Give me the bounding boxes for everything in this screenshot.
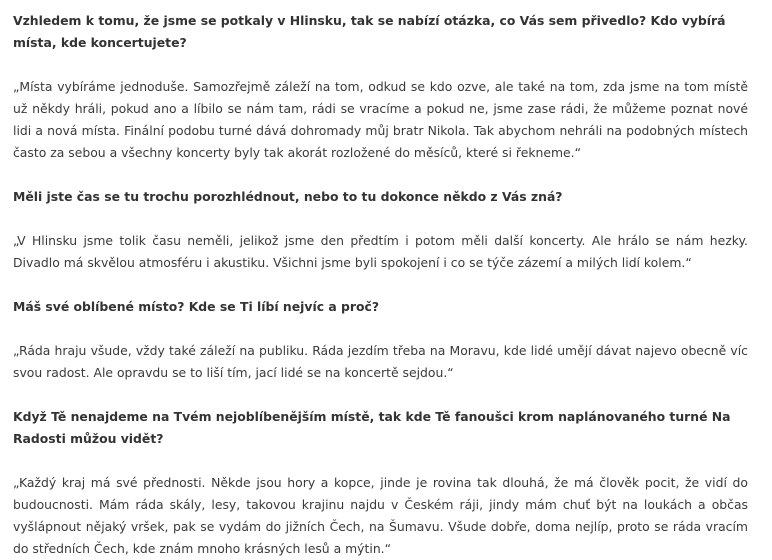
interview-answer: „Ráda hraju všude, vždy také záleží na publiku. Ráda jezdím třeba na Moravu, kde lidé umějí dávat najevo obecně víc svou radost. Ale opravdu se to liší tím, jací lidé se na koncertě sejdou.“ xyxy=(13,343,748,380)
interview-answer: „V Hlinsku jsme tolik času neměli, jelikož jsme den předtím i potom měli další koncerty. Ale hrálo se nám hezky. Divadlo má skvělou atmosféru i akustiku. Všichni jsme byli spokojení i co se týče zázemí a milých lidí kolem.“ xyxy=(13,233,748,270)
interview-question: Máš své oblíbené místo? Kde se Ti líbí nejvíc a proč? xyxy=(13,299,380,314)
interview-answer: „Každý kraj má své přednosti. Někde jsou hory a kopce, jinde je rovina tak dlouhá, že má člověk pocit, že vidí do budoucnosti. Mám ráda skály, lesy, takovou krajinu najdu v Českém ráji, jindy mám chuť být na loukách a občas vyšlápnout nějaký vršek, pak se vydám do jižních Čech, na Šumavu. Všude dobře, doma nejlíp, proto se ráda vracím do středních Čech, kde znám mnoho krásných lesů a mýtin.“ xyxy=(13,475,748,556)
paragraph-spacer xyxy=(13,318,748,340)
paragraph-spacer xyxy=(13,208,748,230)
paragraph-spacer xyxy=(13,54,748,76)
interview-answer: „Místa vybíráme jednoduše. Samozřejmě záleží na tom, odkud se kdo ozve, ale také na tom, zda jsme na tom místě už někdy hráli, pokud ano a líbilo se nám tam, rádi se vracíme a pokud ne, jsme zase rádi, že můžeme poznat nové lidi a nová místa. Finální podobu turné dává dohromady můj bratr Nikola. Tak abychom nehráli na podobných místech často za sebou a všechny koncerty byly tak akorát rozložené do měsíců, které si řekneme.“ xyxy=(13,79,748,160)
interview-question: Když Tě nenajdeme na Tvém nejoblíbenějším místě, tak kde Tě fanoušci krom naplánovaného turné Na Radosti můžou vidět? xyxy=(13,409,731,446)
interview-question: Měli jste čas se tu trochu porozhlédnout, nebo to tu dokonce někdo z Vás zná? xyxy=(13,189,563,204)
paragraph-spacer xyxy=(13,450,748,472)
paragraph-spacer xyxy=(13,384,748,406)
paragraph-spacer xyxy=(13,164,748,186)
interview-article xyxy=(13,10,748,560)
paragraph-spacer xyxy=(13,274,748,296)
interview-question: Vzhledem k tomu, že jsme se potkaly v Hlinsku, tak se nabízí otázka, co Vás sem přivedlo? Kdo vybírá místa, kde koncertujete? xyxy=(13,13,726,50)
